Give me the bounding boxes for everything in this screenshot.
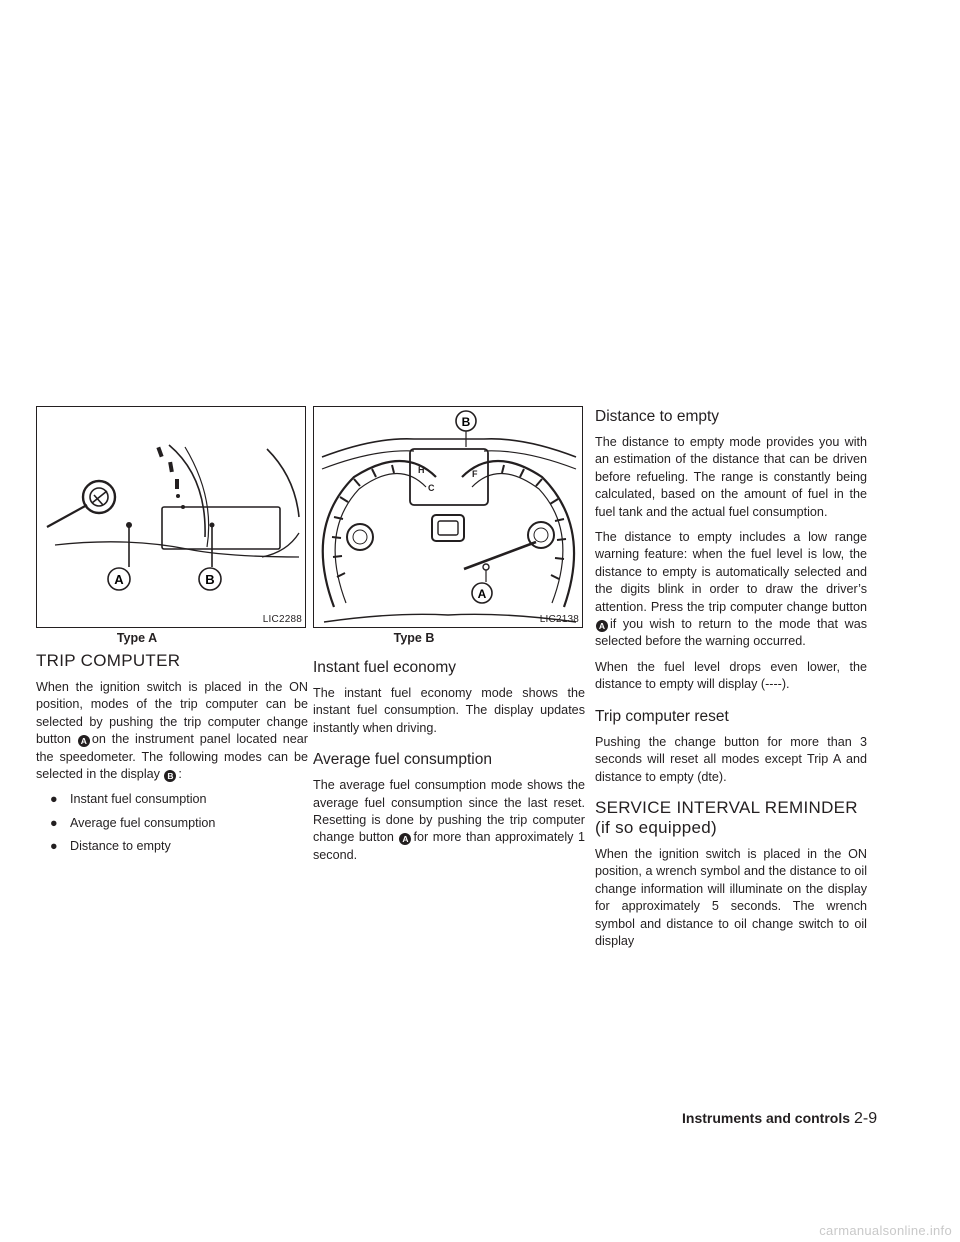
figure-caption: Type A <box>116 631 158 645</box>
gauge-c-label: C <box>428 483 435 493</box>
column-right <box>595 406 867 958</box>
callout-a-label: A <box>114 572 124 587</box>
figure-caption: Type B <box>393 631 435 645</box>
callout-a-icon: A <box>596 620 608 632</box>
callout-b-label: B <box>461 415 471 429</box>
figure-code: LIC2288 <box>262 614 302 625</box>
page-footer <box>682 1110 877 1128</box>
distance-low-paragraph: When the fuel level drops even lower, the distance to empty will display (----). <box>595 659 867 692</box>
mode-list <box>36 791 308 855</box>
subsection-heading: Instant fuel economy <box>313 659 457 676</box>
subsection-heading: Average fuel consumption <box>313 751 492 769</box>
callout-b-label: B <box>205 572 215 587</box>
average-fuel-paragraph: The average fuel consumption mode shows the average fuel consumption since the last reset. Resetting is done by pushing the trip computer change button A for more than approximately 1 second. <box>313 778 585 862</box>
service-reminder-paragraph: When the ignition switch is placed in the ON position, a wrench symbol and the distance to oil change information will illuminate on the display for approximately 5 seconds. The wrench symbol and distance to oil change switch to oil display <box>595 846 867 948</box>
trip-reset-paragraph: Pushing the change button for more than 3 seconds will reset all modes except Trip A and distance to empty (dte). <box>595 734 867 784</box>
footer-section-title: Instruments and controls <box>682 1110 851 1126</box>
distance-paragraph: The distance to empty mode provides you with an estimation of the distance that can be driven before refueling. The range is constantly being calculated, based on the amount of fuel in the fuel tank and the actual fuel consumption. <box>595 435 867 519</box>
callout-a-label: A <box>477 587 487 601</box>
watermark: carmanualsonline.info <box>819 1223 952 1238</box>
callout-a-icon: A <box>78 735 90 747</box>
section-heading: TRIP COMPUTER <box>36 651 181 670</box>
list-item: ● Distance to empty <box>50 839 171 854</box>
page-number: 2-9 <box>854 1110 878 1127</box>
column-middle <box>313 406 585 872</box>
distance-warning-paragraph: The distance to empty includes a low range warning feature: when the fuel level is low, the distance to empty is automatically selected and the digits blink in order to draw the driver’s attention. Press the trip computer change button A if you wish to return to the mode that was selected before the warning occurred. <box>595 530 867 649</box>
list-item: ● Instant fuel consumption <box>50 792 207 807</box>
figure-type-b <box>313 406 583 628</box>
column-left <box>36 406 308 862</box>
callout-a-icon: A <box>399 833 411 845</box>
subsection-heading: Distance to empty <box>595 408 720 425</box>
gauge-f-label: F <box>472 469 478 479</box>
trip-computer-paragraph: When the ignition switch is placed in the ON position, modes of the trip computer can be selected by pushing the trip computer change button A on the instrument panel located near the speedometer. The following modes can be selected in the display B : <box>36 680 308 782</box>
list-item: ● Average fuel consumption <box>50 815 216 830</box>
callout-b-icon: B <box>164 770 176 782</box>
section-heading: SERVICE INTERVAL REMINDER (if so equipped) <box>595 797 858 837</box>
subsection-heading: Trip computer reset <box>595 707 729 725</box>
instrument-cluster-type-a-illustration <box>37 407 305 627</box>
instant-fuel-paragraph: The instant fuel economy mode shows the instant fuel consumption. The display updates instantly when driving. <box>313 686 585 735</box>
instrument-cluster-type-b-illustration <box>314 407 582 627</box>
figure-type-a <box>36 406 306 628</box>
figure-code: LIC2138 <box>539 614 579 625</box>
gauge-h-label: H <box>418 465 425 475</box>
